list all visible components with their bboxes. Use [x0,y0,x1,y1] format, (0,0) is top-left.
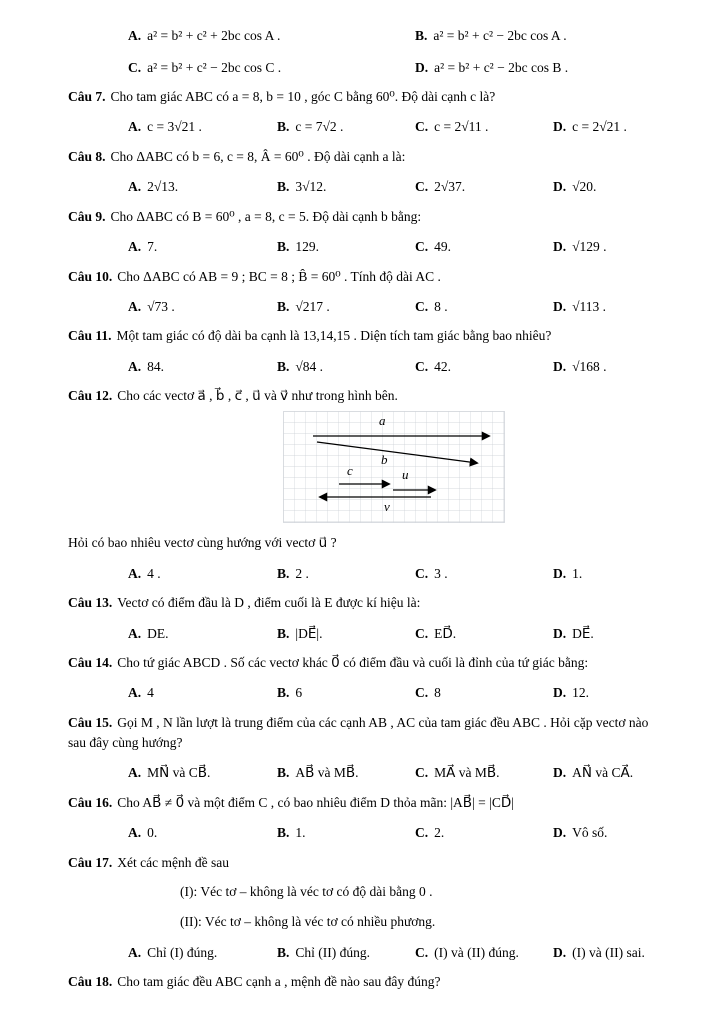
answer-text: 2. [434,825,445,841]
question-11 [68,326,667,376]
answer-letter: B. [277,298,290,314]
question-text: Cho ΔABC có b = 6, c = 8, Â = 60⁰ . Độ dài cạnh a là: [110,148,406,164]
answer-text: Chỉ (I) đúng. [147,944,218,960]
answer-letter: A. [128,944,142,960]
vector-b-label: b⃗ [381,452,398,468]
answer-option-a [128,117,277,137]
question-18 [68,972,667,992]
answer-letter: B. [277,179,290,195]
question-followup [68,533,667,553]
answer-text: c = 3√21 . [147,119,202,135]
answer-letter: A. [128,28,142,43]
answer-option-c [415,683,553,703]
question-number: Câu 14. [68,655,113,671]
answer-text: √73 . [147,298,175,314]
answer-text: Vô số. [572,825,608,841]
question-17 [68,853,667,962]
vector-c-label: c⃗ [347,463,363,479]
answer-option-b [277,763,415,783]
answer-text: AB⃗ và MB⃗. [295,765,359,781]
question-line [68,713,667,754]
question-number: Câu 16. [68,794,113,810]
vector-v-label: v⃗ [384,499,400,515]
answer-text: 3 . [434,565,448,581]
answer-option-b [415,26,667,46]
answer-letter: A. [128,358,142,374]
answer-text: |DE⃗|. [295,625,323,641]
answer-option-a [128,564,277,584]
question-line [68,853,667,873]
answer-text: 1. [295,825,306,841]
answer-letter: C. [415,179,429,195]
question-text: Cho AB⃗ ≠ 0⃗ và một điểm C , có bao nhiêu điểm D thỏa mãn: |AB⃗| = |CD⃗| [117,794,514,810]
answer-letter: D. [553,685,567,701]
question-line [68,147,667,167]
answer-text: c = 2√21 . [572,119,627,135]
answer-letter: B. [277,685,290,701]
answer-row [68,763,667,783]
answer-letter: C. [415,944,429,960]
question-number: Câu 12. [68,388,113,404]
answer-letter: C. [415,239,429,254]
answer-text: √129 . [572,239,607,254]
answer-option-d [553,683,667,703]
answer-row [68,177,667,197]
answer-text: c = 7√2 . [295,119,344,135]
answer-letter: A. [128,298,142,314]
answer-letter: B. [277,765,290,781]
answer-option-d [553,763,667,783]
answer-option-c [415,823,553,843]
answer-text: √113 . [572,298,607,314]
answer-letter: D. [553,565,567,581]
answer-option-c [415,297,553,317]
answer-text: 7. [147,239,158,254]
answer-row [68,117,667,137]
answer-row [68,357,667,377]
answer-option-a [128,177,277,197]
answer-option-c [415,624,553,644]
answer-text: 84. [147,358,164,374]
answer-letter: B. [277,625,290,641]
answer-letter: D. [553,625,567,641]
answer-letter: B. [277,944,290,960]
question-number: Câu 8. [68,148,106,164]
answer-option-b [277,823,415,843]
question-13 [68,593,667,643]
answer-option-d [415,58,667,78]
answer-letter: C. [415,298,429,314]
answer-text: (I) và (II) đúng. [434,944,519,960]
answer-letter: D. [553,239,567,254]
question-text: Xét các mệnh đề sau [117,854,229,870]
answer-letter: B. [277,239,290,254]
answer-letter: A. [128,825,142,841]
answer-letter: A. [128,765,142,781]
question-text: Cho tam giác đều ABC cạnh a , mệnh đề nào sau đây đúng? [117,974,441,990]
question-number: Câu 18. [68,974,113,990]
question-number: Câu 10. [68,268,113,284]
vectors-figure [283,411,505,523]
question-number: Câu 9. [68,208,106,224]
answer-letter: A. [128,179,142,195]
answer-option-c [415,177,553,197]
answer-option-b [277,943,415,963]
answer-option-a [128,943,277,963]
vector-a-label: a⃗ [379,413,396,429]
answer-text: (I) và (II) sai. [572,944,645,960]
answer-option-a [128,763,277,783]
answer-text: 0. [147,825,158,841]
answer-option-b [277,624,415,644]
question-text: Cho tam giác ABC có a = 8, b = 10 , góc C bằng 60⁰. Độ dài cạnh c là? [110,89,496,105]
answer-letter: C. [415,358,429,374]
question-text: Một tam giác có độ dài ba cạnh là 13,14,15 . Diện tích tam giác bằng bao nhiêu? [116,328,552,344]
question-line [68,326,667,346]
answer-text: MA⃗ và MB⃗. [434,765,500,781]
answer-text: a² = b² + c² − 2bc cos A . [433,28,567,43]
answer-text: 129. [295,239,320,254]
answer-letter: D. [553,825,567,841]
answer-option-a [128,237,277,257]
answer-option-b [277,683,415,703]
answer-text: 49. [434,239,451,254]
answer-option-d [553,117,667,137]
answer-letter: B. [277,825,290,841]
question-text: Cho tứ giác ABCD . Số các vectơ khác 0⃗ có điểm đầu và cuối là đỉnh của tứ giác bằng: [117,655,589,671]
question-8 [68,147,667,197]
answer-letter: C. [415,625,429,641]
answer-option-a [128,683,277,703]
vector-u-label: u⃗ [402,467,419,483]
answer-option-d [553,564,667,584]
answer-option-b [277,297,415,317]
question-line [68,653,667,673]
answer-option-b [277,357,415,377]
answer-letter: B. [277,565,290,581]
answer-text: √217 . [295,298,330,314]
statement-2: (II): Véc tơ – không là véc tơ có nhiều phương. [180,914,436,930]
answer-text: c = 2√11 . [434,119,489,135]
answer-option-d [553,357,667,377]
answer-text: √84 . [295,358,324,374]
answer-letter: C. [415,565,429,581]
question-line [68,972,667,992]
answer-letter: C. [128,59,142,75]
answer-letter: A. [128,239,142,254]
answer-option-c [415,357,553,377]
answer-letter: B. [415,28,428,43]
question-10 [68,267,667,317]
answer-letter: D. [553,765,567,781]
answer-option-c [415,237,553,257]
answer-letter: B. [277,119,290,135]
question-number: Câu 15. [68,714,113,730]
question-6-answer-row [68,26,667,77]
question-line [68,87,667,107]
answer-text: 12. [572,685,589,701]
answer-text: MN⃗ và CB⃗. [147,765,211,781]
question-14 [68,653,667,703]
answer-letter: A. [128,119,142,135]
answer-text: ED⃗. [434,625,457,641]
answer-row [68,624,667,644]
answer-option-c [415,564,553,584]
answer-letter: A. [128,625,142,641]
question-text: Gọi M , N lần lượt là trung điểm của các cạnh AB , AC của tam giác đều ABC . Hỏi cặp vectơ nào sau đây cùng hướng? [68,714,649,751]
answer-option-d [553,943,667,963]
answer-option-b [277,237,415,257]
answer-row [68,297,667,317]
answer-option-d [553,237,667,257]
question-9 [68,207,667,257]
answer-text: √20. [572,179,597,195]
question-line [68,386,667,406]
answer-row [68,823,667,843]
answer-row [68,683,667,703]
question-text: Cho ΔABC có B = 60⁰ , a = 8, c = 5. Độ dài cạnh b bằng: [110,208,422,224]
question-12 [68,386,667,583]
question-text: Hỏi có bao nhiêu vectơ cùng hướng với vectơ u⃗ ? [68,535,337,551]
answer-letter: D. [553,298,567,314]
answer-letter: D. [553,358,567,374]
answer-option-c [415,117,553,137]
statements-block [68,882,667,933]
question-line [68,207,667,227]
answer-option-c [128,58,415,78]
answer-row [68,943,667,963]
answer-letter: C. [415,119,429,135]
answer-letter: A. [128,565,142,581]
answer-row [68,237,667,257]
question-text: Cho ΔABC có AB = 9 ; BC = 8 ; B̂ = 60⁰ . Tính độ dài AC . [117,268,441,284]
answer-letter: D. [553,119,567,135]
answer-letter: C. [415,825,429,841]
question-line [68,793,667,813]
answer-text: 3√12. [295,179,327,195]
answer-option-a [128,624,277,644]
answer-text: 42. [434,358,451,374]
question-number: Câu 11. [68,328,112,344]
answer-option-a [128,357,277,377]
answer-letter: B. [277,358,290,374]
answer-option-d [553,823,667,843]
answer-option-a [128,823,277,843]
answer-letter: C. [415,685,429,701]
answer-text: 4 . [147,565,161,581]
answer-letter: D. [553,179,567,195]
question-text: Vectơ có điểm đầu là D , điểm cuối là E được kí hiệu là: [117,595,421,611]
answer-text: a² = b² + c² − 2bc cos C . [147,59,282,75]
answer-text: 1. [572,565,583,581]
vectors-figure-wrap [283,411,667,528]
answer-letter: D. [553,944,567,960]
answer-text: a² = b² + c² + 2bc cos A . [147,28,281,43]
answer-option-c [415,943,553,963]
answer-option-b [277,564,415,584]
question-16 [68,793,667,843]
answer-row [68,564,667,584]
answer-option-d [553,297,667,317]
answer-option-a [128,297,277,317]
answer-letter: C. [415,765,429,781]
question-15 [68,713,667,783]
answer-letter: A. [128,685,142,701]
answer-option-d [553,624,667,644]
answer-text: DE. [147,625,169,641]
question-line [68,593,667,613]
answer-option-c [415,763,553,783]
answer-text: 8 . [434,298,448,314]
answer-text: √168 . [572,358,607,374]
answer-text: AN⃗ và CA⃗. [572,765,634,781]
answer-letter: D. [415,59,429,75]
answer-text: 2√13. [147,179,179,195]
answer-text: 4 [147,685,154,701]
answer-text: 2√37. [434,179,466,195]
question-line [68,267,667,287]
answer-text: 6 [295,685,303,701]
answer-option-a [128,26,415,46]
question-text: Cho các vectơ a⃗ , b⃗ , c⃗ , u⃗ và v⃗ như trong hình bên. [117,388,398,404]
question-number: Câu 17. [68,854,113,870]
answer-option-d [553,177,667,197]
answer-text: 2 . [295,565,309,581]
answer-option-b [277,117,415,137]
answer-text: DE⃗. [572,625,594,641]
answer-text: Chỉ (II) đúng. [295,944,371,960]
answer-option-b [277,177,415,197]
question-number: Câu 7. [68,89,106,105]
answer-text: a² = b² + c² − 2bc cos B . [434,59,569,75]
question-7 [68,87,667,137]
answer-text: 8 [434,685,441,701]
question-number: Câu 13. [68,595,113,611]
statement-1: (I): Véc tơ – không là véc tơ có độ dài bằng 0 . [180,884,433,899]
